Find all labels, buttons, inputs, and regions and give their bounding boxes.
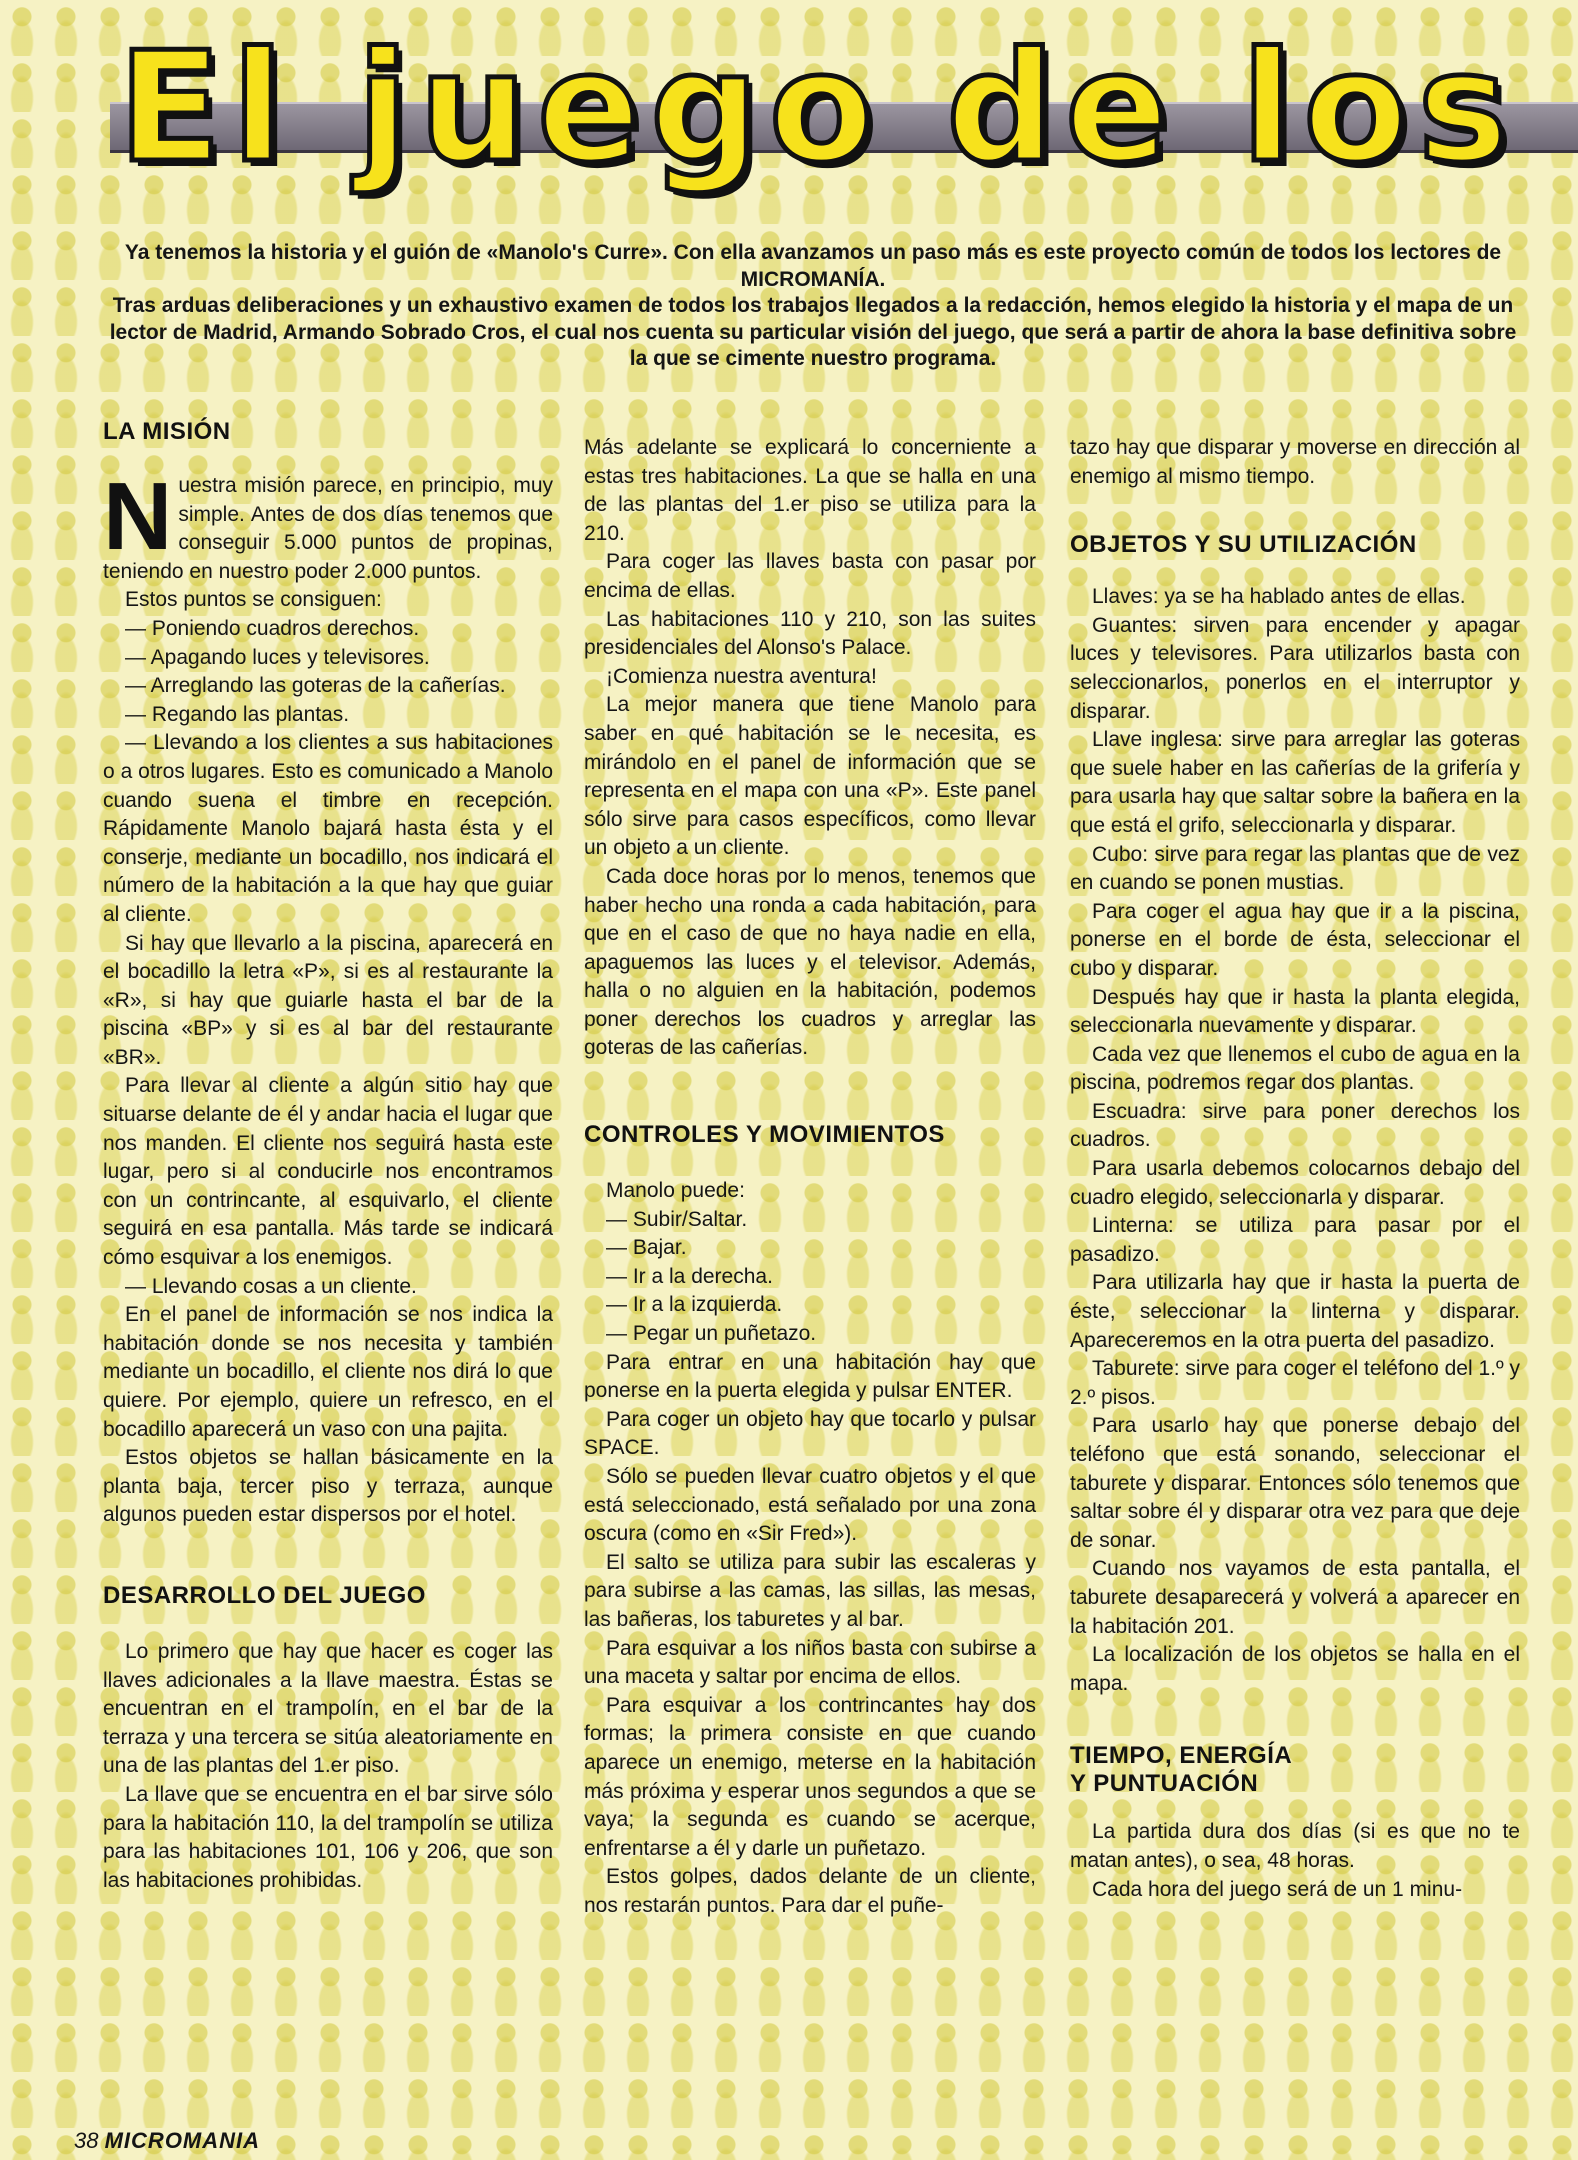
paragraph: Estos objetos se hallan básicamente en la planta baja, tercer piso y terraza, aunque algunos pueden estar dispersos por el hotel. — [103, 1446, 553, 1527]
intro-paragraph: Ya tenemos la historia y el guión de «Manolo's Curre». Con ella avanzamos un paso más es este proyecto común de todos los lectores de MICROMANÍA. — [124, 241, 1502, 291]
drop-cap: N — [103, 463, 173, 570]
paragraph: Para utilizarla hay que ir hasta la puerta de éste, seleccionar la linterna y disparar. Apareceremos en la otra puerta del pasadizo. — [1070, 1271, 1520, 1352]
paragraph: Para usarlo hay que ponerse debajo del teléfono que está sonando, seleccionar el taburete y disparar. Entonces sólo tenemos que saltar sobre él y disparar otra vez para que deje de sonar. — [1070, 1414, 1520, 1552]
heading-la-mision: LA MISIÓN — [103, 418, 231, 445]
paragraph: Cuando nos vayamos de esta pantalla, el taburete desaparecerá y volverá a aparecer en la habitación 201. — [1070, 1557, 1520, 1638]
paragraph: Escuadra: sirve para poner derechos los cuadros. — [1070, 1099, 1520, 1152]
paragraph: Manolo puede: — [606, 1179, 745, 1203]
list-item: — Llevando cosas a un cliente. — [125, 1274, 417, 1298]
paragraph: Para esquivar a los contrincantes hay dos formas; la primera consiste en que cuando aparece un enemigo, meterse en la habitación más próxima y esperar unos segundos a que se vaya; la segunda es cuando se acerque, enfrentarse a él y darle un puñetazo. — [584, 1693, 1036, 1860]
paragraph — [103, 463, 553, 586]
paragraph: Guantes: sirven para encender y apagar luces y televisores. Para utilizarlos basta con seleccionarlos, ponerlos en el interruptor y disparar. — [1070, 613, 1520, 723]
heading-line: TIEMPO, ENERGÍA — [1070, 1742, 1293, 1770]
heading-objetos: OBJETOS Y SU UTILIZACIÓN — [1070, 531, 1417, 559]
paragraph: Estos golpes, dados delante de un cliente, nos restarán puntos. Para dar el puñe- — [584, 1865, 1036, 1917]
paragraph: Estos puntos se consiguen: — [125, 588, 382, 612]
page-number: 38 — [74, 2128, 99, 2153]
paragraph: Sólo se pueden llevar cuatro objetos y el que está seleccionado, está señalado por una zona oscura (como en «Sir Fred»). — [584, 1465, 1036, 1546]
intro-paragraph: Tras arduas deliberaciones y un exhaustivo examen de todos los trabajos llegados a la redacción, hemos elegido la historia y el mapa de un lector de Madrid, Armando Sobrado Cros, el cual nos cuenta su particular visión del juego, que será a partir de ahora la base definitiva sobre la que se cimente nuestro programa. — [109, 294, 1517, 370]
list-item: — Regando las plantas. — [125, 702, 350, 726]
paragraph: La mejor manera que tiene Manolo para saber en qué habitación se le necesita, es mirándolo en el panel de información que se representa en el mapa con una «P». Este panel sólo sirve para casos específicos, como llevar un objeto a un cliente. — [584, 693, 1036, 860]
list-item: — Ir a la derecha. — [606, 1264, 773, 1288]
paragraph: Para coger un objeto hay que tocarlo y pulsar SPACE. — [584, 1407, 1036, 1460]
paragraph: Si hay que llevarlo a la piscina, aparecerá en el bocadillo la letra «P», si es al restaurante la «R», si hay que guiarle hasta el bar de la piscina «BP» y si es al bar del restaurante «BR». — [103, 931, 553, 1069]
list-item: — Poniendo cuadros derechos. — [125, 616, 420, 640]
paragraph: Para usarla debemos colocarnos debajo del cuadro elegido, seleccionarla y disparar. — [1070, 1157, 1520, 1209]
page-footer — [74, 2128, 260, 2154]
intro-block — [108, 240, 1518, 373]
paragraph: Linterna: se utiliza para pasar por el pasadizo. — [1070, 1214, 1520, 1266]
page-title: El juego de los — [118, 19, 1519, 196]
heading-desarrollo: DESARROLLO DEL JUEGO — [103, 1581, 426, 1609]
paragraph: Las habitaciones 110 y 210, son las suites presidenciales del Alonso's Palace. — [584, 607, 1036, 660]
paragraph: Más adelante se explicará lo concerniente a estas tres habitaciones. La que se halla en una de las plantas del 1.er piso se utiliza para la 210. — [584, 436, 1036, 545]
column-3 — [1070, 434, 1520, 1904]
paragraph: Para coger el agua hay que ir a la piscina, ponerse en el borde de ésta, seleccionar el cubo y disparar. — [1070, 899, 1520, 980]
column-1 — [103, 418, 553, 1895]
column-2 — [584, 434, 1036, 1921]
paragraph: La localización de los objetos se halla en el mapa. — [1070, 1643, 1520, 1695]
paragraph: Cubo: sirve para regar las plantas que de vez en cuando se ponen mustias. — [1070, 842, 1520, 895]
paragraph: Taburete: sirve para coger el teléfono del 1.º y 2.º pisos. — [1070, 1357, 1520, 1409]
paragraph: Cada hora del juego será de un 1 minu- — [1092, 1877, 1463, 1901]
paragraph: Para coger las llaves basta con pasar por encima de ellas. — [584, 550, 1036, 602]
paragraph: Llaves: ya se ha hablado antes de ellas. — [1092, 585, 1466, 609]
list-item: — Arreglando las goteras de la cañerías. — [125, 674, 506, 698]
list-item: — Apagando luces y televisores. — [125, 645, 430, 669]
heading-line: Y PUNTUACIÓN — [1070, 1770, 1259, 1798]
paragraph: Cada vez que llenemos el cubo de agua en la piscina, podremos regar dos plantas. — [1070, 1042, 1520, 1095]
heading-controles: CONTROLES Y MOVIMIENTOS — [584, 1121, 945, 1149]
paragraph: Cada doce horas por lo menos, tenemos que haber hecho una ronda a cada habitación, para que en el caso de que no haya nadie en ella, apaguemos las luces y el televisor. Además, halla o no alguien en la habitación, podemos poner derechos los cuadros y arreglar las goteras de las cañerías. — [584, 864, 1036, 1060]
list-item: — Bajar. — [606, 1236, 687, 1260]
magazine-name: MICROMANIA — [104, 2128, 261, 2153]
paragraph: La llave que se encuentra en el bar sirve sólo para la habitación 110, la del trampolín se utiliza para las habitaciones 101, 106 y 206, que son las habitaciones prohibidas. — [103, 1782, 553, 1892]
paragraph: ¡Comienza nuestra aventura! — [606, 664, 877, 688]
paragraph: En el panel de información se nos indica la habitación donde se nos necesita y también mediante un bocadillo, el cliente nos dirá lo que quiere. Por ejemplo, quiere un refresco, en el bocadillo aparecerá un vaso con una pajita. — [103, 1303, 553, 1441]
list-item: — Ir a la izquierda. — [606, 1293, 783, 1317]
paragraph: El salto se utiliza para subir las escaleras y para subirse a las camas, las sillas, las mesas, las bañeras, los taburetes y al bar. — [584, 1550, 1036, 1631]
heading-tiempo — [1070, 1742, 1520, 1798]
paragraph: Para esquivar a los niños basta con subirse a una maceta y saltar por encima de ellos. — [584, 1636, 1036, 1689]
paragraph: Para llevar al cliente a algún sitio hay que situarse delante de él y andar hacia el lugar que nos manden. El cliente nos seguirá hasta este lugar, pero si al conducirle nos encontramos con un contrincante, al esquivarlo, el cliente seguirá en esa pantalla. Más tarde se indicará cómo esquivar a los enemigos. — [103, 1074, 553, 1270]
paragraph: La partida dura dos días (si es que no te matan antes), o sea, 48 horas. — [1070, 1820, 1520, 1872]
paragraph: Lo primero que hay que hacer es coger las llaves adicionales a la llave maestra. Éstas se encuentran en el trampolín, en el bar de la terraza y una tercera se sitúa aleatoriamente en una de las plantas del 1.er piso. — [103, 1639, 553, 1778]
paragraph: Después hay que ir hasta la planta elegida, seleccionarla nuevamente y disparar. — [1070, 985, 1520, 1038]
paragraph-text: uestra misión parece, en principio, muy simple. Antes de dos días tenemos que conseguir 5.000 puntos de propinas, teniendo en nuestro poder 2.000 puntos. — [103, 474, 553, 583]
list-item: — Pegar un puñetazo. — [606, 1322, 817, 1346]
paragraph: Llave inglesa: sirve para arreglar las goteras que suele haber en las cañerías de la grifería y para usarla hay que saltar sobre la bañera en la que está el grifo, seleccionarla y disparar. — [1070, 728, 1520, 837]
paragraph: tazo hay que disparar y moverse en dirección al enemigo al mismo tiempo. — [1070, 436, 1520, 488]
paragraph: Para entrar en una habitación hay que ponerse en la puerta elegida y pulsar ENTER. — [584, 1350, 1036, 1403]
list-item: — Subir/Saltar. — [606, 1207, 748, 1231]
list-item: — Llevando a los clientes a sus habitaciones o a otros lugares. Esto es comunicado a Manolo cuando suena el timbre en recepción. Rápidamente Manolo bajará hasta ésta y el conserje, mediante un bocadillo, nos indicará el número de la habitación a la que hay que guiar al cliente. — [103, 731, 553, 926]
